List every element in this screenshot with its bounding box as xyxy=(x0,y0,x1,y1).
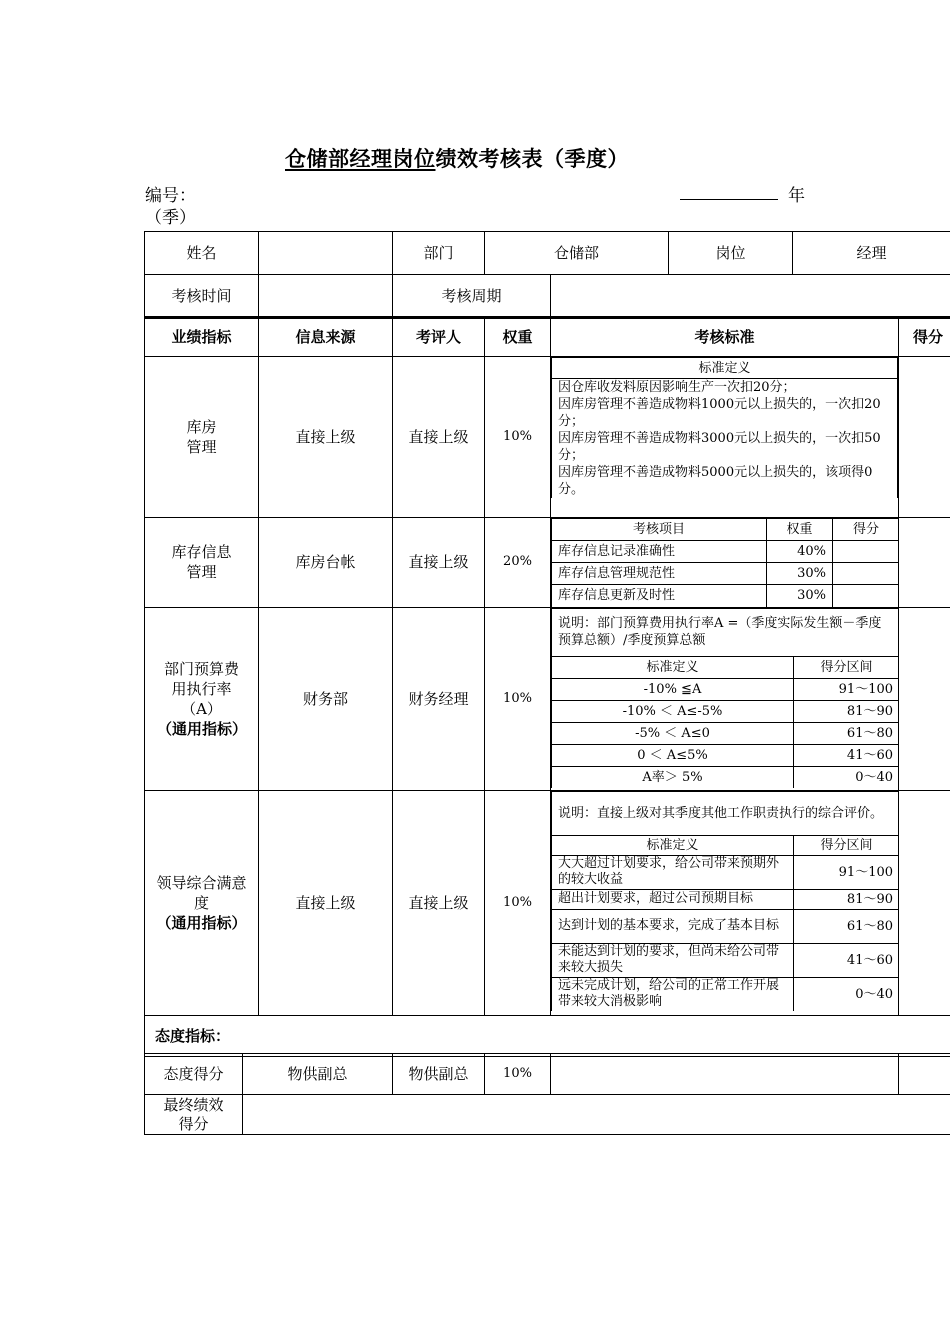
col-kpi: 业绩指标 xyxy=(145,318,259,357)
kpi2-item-score[interactable] xyxy=(833,563,899,585)
document-title xyxy=(285,143,629,173)
kpi1-criterion: 因库房管理不善造成物料1000元以上损失的，一次扣20分； xyxy=(558,397,881,429)
col-source: 信息来源 xyxy=(259,318,393,357)
name-field[interactable] xyxy=(259,232,393,275)
kpi4-range: 0～40 xyxy=(794,977,899,1011)
kpi3-score-field[interactable] xyxy=(899,607,950,790)
col-score: 得分 xyxy=(899,318,950,357)
col-weight: 权重 xyxy=(485,318,551,357)
kpi2-item-weight: 40% xyxy=(767,541,833,563)
kpi1-source: 直接上级 xyxy=(259,357,393,518)
kpi-row-warehouse xyxy=(145,357,950,518)
review-period-label: 考核周期 xyxy=(393,275,551,318)
kpi2-item: 库存信息记录准确性 xyxy=(552,541,767,563)
kpi2-name: 库存信息 管理 xyxy=(145,518,259,608)
kpi4-def: 达到计划的基本要求，完成了基本目标 xyxy=(552,909,794,943)
kpi4-range: 91～100 xyxy=(794,855,899,889)
kpi3-range: 0～40 xyxy=(794,766,899,788)
kpi2-items-table xyxy=(551,518,899,607)
kpi3-col-def: 标准定义 xyxy=(552,656,794,678)
attitude-table xyxy=(144,1053,950,1135)
review-time-field[interactable] xyxy=(259,275,393,318)
col-standard: 考核标准 xyxy=(551,318,899,357)
kpi1-reviewer: 直接上级 xyxy=(393,357,485,518)
kpi3-name: 部门预算费用执行率（A） xyxy=(163,659,239,718)
kpi2-item: 库存信息管理规范性 xyxy=(552,563,767,585)
attitude-standard-field[interactable] xyxy=(551,1054,899,1095)
kpi4-def: 大大超过计划要求，给公司带来预期外的较大收益 xyxy=(552,855,794,889)
final-score-label: 最终绩效 得分 xyxy=(145,1095,243,1135)
kpi3-reviewer: 财务经理 xyxy=(393,607,485,790)
header-info-table xyxy=(144,231,950,275)
post-value: 经理 xyxy=(793,232,950,275)
post-label: 岗位 xyxy=(669,232,793,275)
kpi4-standard-table xyxy=(551,791,899,1012)
kpi2-weight: 20% xyxy=(485,518,551,608)
kpi2-item-score[interactable] xyxy=(833,585,899,607)
kpi-row-budget xyxy=(145,607,950,790)
attitude-weight: 10% xyxy=(485,1054,551,1095)
attitude-name: 态度得分 xyxy=(145,1054,243,1095)
title-rest-part: 绩效考核表（季度） xyxy=(435,146,629,171)
final-score-field[interactable] xyxy=(243,1095,950,1135)
kpi3-range: 91～100 xyxy=(794,678,899,700)
kpi1-name: 库房 管理 xyxy=(145,357,259,518)
kpi1-score-field[interactable] xyxy=(899,357,950,518)
kpi3-standard-table xyxy=(551,608,899,789)
kpi3-col-range: 得分区间 xyxy=(794,656,899,678)
kpi2-source: 库房台帐 xyxy=(259,518,393,608)
kpi2-col-score: 得分 xyxy=(833,519,899,541)
kpi2-reviewer: 直接上级 xyxy=(393,518,485,608)
kpi3-def: 0 ＜ A≤5% xyxy=(552,744,794,766)
attitude-reviewer: 物供副总 xyxy=(393,1054,485,1095)
kpi4-range: 41～60 xyxy=(794,943,899,977)
kpi4-col-range: 得分区间 xyxy=(794,835,899,855)
kpi4-note: 说明：直接上级对其季度其他工作职责执行的综合评价。 xyxy=(552,791,899,835)
kpi4-def: 未能达到计划的要求，但尚未给公司带来较大损失 xyxy=(552,943,794,977)
kpi4-range: 61～80 xyxy=(794,909,899,943)
kpi3-note: 说明：部门预算费用执行率A =（季度实际发生额－季度预算总额）/季度预算总额 xyxy=(552,608,899,656)
review-time-table xyxy=(144,274,950,319)
kpi3-def: -10% ≦A xyxy=(552,678,794,700)
kpi2-score-field[interactable] xyxy=(899,518,950,608)
kpi4-name: 领导综合满意度 xyxy=(156,873,247,912)
col-reviewer: 考评人 xyxy=(393,318,485,357)
kpi1-criterion: 因库房管理不善造成物料3000元以上损失的，一次扣50分； xyxy=(558,431,881,463)
attitude-score-field[interactable] xyxy=(899,1054,950,1095)
kpi3-def: -5% ＜ A≤0 xyxy=(552,722,794,744)
kpi-table xyxy=(144,317,950,1057)
kpi2-col-weight: 权重 xyxy=(767,519,833,541)
kpi1-std-header: 标准定义 xyxy=(552,358,898,379)
kpi1-standard-table xyxy=(551,357,898,498)
kpi4-def: 远未完成计划，给公司的正常工作开展带来较大消极影响 xyxy=(552,977,794,1011)
kpi2-item: 库存信息更新及时性 xyxy=(552,585,767,607)
kpi3-source: 财务部 xyxy=(259,607,393,790)
serial-label: 编号： xyxy=(145,186,196,206)
kpi2-item-weight: 30% xyxy=(767,585,833,607)
name-label: 姓名 xyxy=(145,232,259,275)
kpi4-col-def: 标准定义 xyxy=(552,835,794,855)
kpi-row-inventory xyxy=(145,518,950,608)
title-underlined-part: 仓储部经理岗位 xyxy=(285,146,436,171)
kpi4-def: 超出计划要求，超过公司预期目标 xyxy=(552,889,794,909)
attitude-source: 物供副总 xyxy=(243,1054,393,1095)
kpi3-range: 41～60 xyxy=(794,744,899,766)
review-time-label: 考核时间 xyxy=(145,275,259,318)
kpi-row-satisfaction xyxy=(145,790,950,1015)
kpi4-tag: （通用指标） xyxy=(156,913,247,932)
kpi4-weight: 10% xyxy=(485,790,551,1015)
kpi4-source: 直接上级 xyxy=(259,790,393,1015)
review-period-field[interactable] xyxy=(551,275,950,318)
year-blank-line[interactable] xyxy=(680,199,778,200)
kpi3-tag: （通用指标） xyxy=(157,719,248,738)
kpi1-criterion: 因仓库收发料原因影响生产一次扣20分； xyxy=(558,380,796,395)
kpi2-col-item: 考核项目 xyxy=(552,519,767,541)
kpi4-range: 81～90 xyxy=(794,889,899,909)
kpi3-def: -10% ＜ A≤-5% xyxy=(552,700,794,722)
kpi2-item-score[interactable] xyxy=(833,541,899,563)
attitude-section-label: 态度指标： xyxy=(145,1015,950,1056)
kpi3-weight: 10% xyxy=(485,607,551,790)
kpi3-range: 61～80 xyxy=(794,722,899,744)
season-label: （季） xyxy=(145,208,196,228)
kpi4-reviewer: 直接上级 xyxy=(393,790,485,1015)
year-label: 年 xyxy=(788,186,805,206)
kpi2-item-weight: 30% xyxy=(767,563,833,585)
dept-label: 部门 xyxy=(393,232,485,275)
dept-value: 仓储部 xyxy=(485,232,669,275)
kpi1-criterion: 因库房管理不善造成物料5000元以上损失的，该项得0分。 xyxy=(558,465,873,497)
kpi4-score-field[interactable] xyxy=(899,790,950,1015)
kpi1-weight: 10% xyxy=(485,357,551,518)
kpi3-range: 81～90 xyxy=(794,700,899,722)
kpi3-def: A率＞ 5% xyxy=(552,766,794,788)
